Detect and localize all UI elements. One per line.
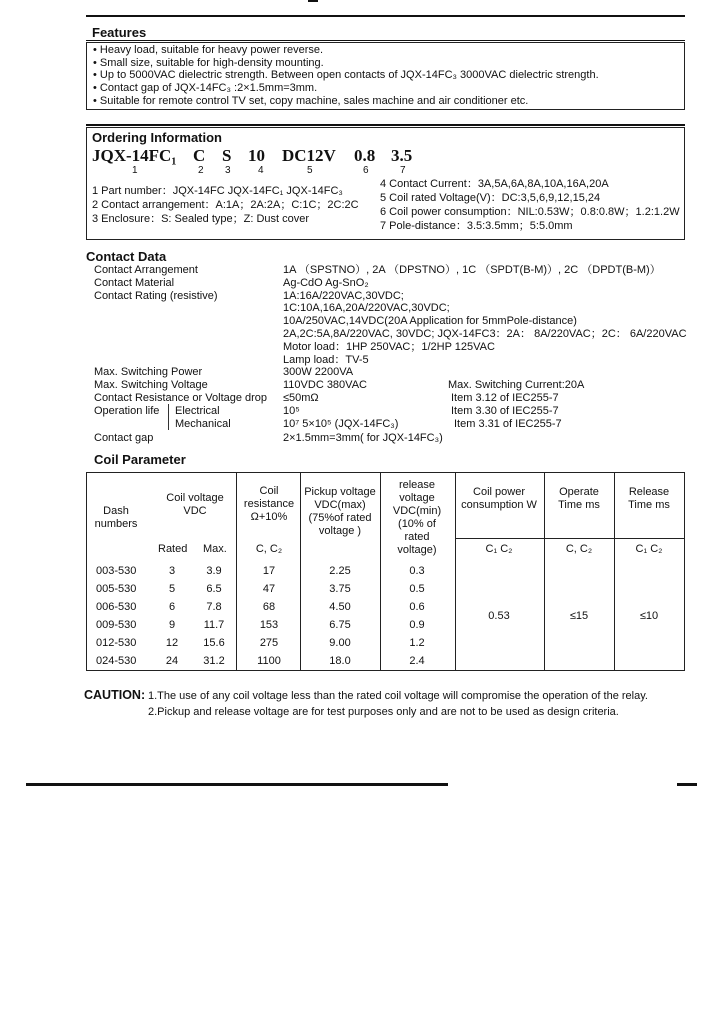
coil-header-operate-sub: C, C₂ <box>565 543 593 555</box>
ordering-right-4: 7 Pole-distance：3.5:3.5mm；5:5.0mm <box>380 220 573 232</box>
switching-power-label: Max. Switching Power <box>94 366 203 378</box>
features-rule <box>86 40 685 41</box>
table-row: 024-530 24 31.2 1100 18.0 2.4 <box>96 655 425 667</box>
coil-header-voltage: Coil voltage VDC <box>166 492 224 517</box>
feature-item: • Up to 5000VAC dielectric strength. Between open contacts of JQX-14FC₃ 3000VAC dielectric strength. <box>93 69 599 81</box>
coil-header-dash: Dash numbers <box>94 505 138 530</box>
ordering-left-1: 1 Part number：JQX-14FC JQX-14FC₁ JQX-14FC₃ <box>92 185 343 197</box>
switching-power-value: 300W 2200VA <box>283 366 354 378</box>
coil-header-release: release voltage VDC(min) (10% of rated voltage) <box>392 479 442 556</box>
ordering-right-3: 6 Coil power consumption：NIL:0.53W；0.8:0.8W；1.2:1.2W <box>380 206 680 218</box>
contact-resistance-label: Contact Resistance or Voltage drop <box>94 392 268 404</box>
coil-header-operate: Operate Time ms <box>558 486 600 511</box>
coil-header-release-time: Release Time ms <box>628 486 670 511</box>
coil-header-rated: Rated <box>158 543 188 555</box>
ordering-right-2: 5 Coil rated Voltage(V)：DC:3,5,6,9,12,15,24 <box>380 192 601 204</box>
bottom-mark <box>677 783 697 786</box>
table-row: 012-530 12 15.6 275 9.00 1.2 <box>96 637 425 649</box>
contact-rating-line: 2A,2C:5A,8A/220VAC, 30VDC; JQX-14FC3：2A： 8A/220VAC；2C： 6A/220VAC <box>283 328 687 340</box>
ordering-left-3: 3 Enclosure：S: Sealed type；Z: Dust cover <box>92 213 310 225</box>
switching-voltage-value: 110VDC 380VAC <box>283 379 367 391</box>
switching-current: Max. Switching Current:20A <box>448 379 585 391</box>
coil-header-release-time-sub: C₁ C₂ <box>635 543 663 555</box>
top-rule <box>86 15 685 17</box>
mechanical-label: Mechanical <box>175 418 231 430</box>
coil-header-max: Max. <box>203 543 227 555</box>
coil-header-power: Coil power consumption W <box>461 486 537 511</box>
features-title: Features <box>92 25 147 40</box>
contact-resistance-ref: Item 3.12 of IEC255-7 <box>451 392 559 404</box>
contact-gap-label: Contact gap <box>94 432 154 444</box>
code-part-3: S <box>222 146 232 165</box>
contact-arrangement-label: Contact Arrangement <box>94 264 198 276</box>
top-mark <box>308 0 318 2</box>
table-row: 009-530 9 11.7 153 6.75 0.9 <box>96 619 425 631</box>
operation-life-divider <box>168 404 169 430</box>
coil-power-value: 0.53 <box>488 610 510 622</box>
contact-rating-line: 1C:10A,16A,20A/220VAC,30VDC; <box>283 302 450 314</box>
bottom-rule <box>26 783 448 786</box>
contact-gap-value: 2×1.5mm=3mm( for JQX-14FC₃) <box>283 432 443 444</box>
coil-title: Coil Parameter <box>94 452 186 467</box>
contact-rating-line: Lamp load：TV-5 <box>283 354 369 366</box>
electrical-value: 10⁵ <box>283 405 300 417</box>
caution-line-2: 2.Pickup and release voltage are for test purposes only and are not to be used as design criteria. <box>148 706 619 718</box>
feature-item: • Heavy load, suitable for heavy power reverse. <box>93 44 324 56</box>
code-part-1: JQX-14FC₁ <box>92 146 177 165</box>
electrical-label: Electrical <box>175 405 220 417</box>
feature-item: • Suitable for remote control TV set, copy machine, sales machine and air conditioner etc. <box>93 95 529 107</box>
coil-table-divider <box>455 538 685 539</box>
code-part-5: DC12V <box>282 146 336 165</box>
feature-item: • Contact gap of JQX-14FC₃ :2×1.5mm=3mm. <box>93 82 318 94</box>
caution-label: CAUTION: <box>84 688 146 702</box>
table-row: 003-530 3 3.9 17 2.25 0.3 <box>96 565 425 577</box>
table-row: 006-530 6 7.8 68 4.50 0.6 <box>96 601 425 613</box>
contact-title: Contact Data <box>86 249 167 264</box>
contact-resistance-value: ≤50mΩ <box>283 392 319 404</box>
code-part-7: 3.5 <box>391 146 413 165</box>
coil-header-pickup: Pickup voltage VDC(max) (75%of rated voltage ) <box>304 486 376 537</box>
ordering-top-rule <box>86 124 685 126</box>
mechanical-value: 10⁷ 5×10⁵ (JQX-14FC₃) <box>283 418 399 430</box>
ordering-right-1: 4 Contact Current：3A,5A,6A,8A,10A,16A,20A <box>380 178 609 190</box>
coil-release-value: ≤10 <box>639 610 659 622</box>
electrical-ref: Item 3.30 of IEC255-7 <box>451 405 559 417</box>
coil-header-power-sub: C₁ C₂ <box>485 543 513 555</box>
contact-rating-line: Motor load：1HP 250VAC；1/2HP 125VAC <box>283 341 495 353</box>
feature-item: • Small size, suitable for high-density mounting. <box>93 57 324 69</box>
code-part-2: C <box>193 146 206 165</box>
contact-rating-label: Contact Rating (resistive) <box>94 290 218 302</box>
contact-material-label: Contact Material <box>94 277 175 289</box>
contact-rating-line: 10A/250VAC,14VDC(20A Application for 5mmPole-distance) <box>283 315 577 327</box>
contact-rating-line: 1A:16A/220VAC,30VDC; <box>283 290 404 302</box>
contact-material-value: Ag-CdO Ag-SnO₂ <box>283 277 369 289</box>
contact-arrangement-value: 1A （SPSTNO）, 2A （DPSTNO）, 1C （SPDT(B-M)）, 2C （DPDT(B-M)） <box>283 264 661 276</box>
coil-operate-value: ≤15 <box>569 610 589 622</box>
code-part-6: 0.8 <box>354 146 376 165</box>
switching-voltage-label: Max. Switching Voltage <box>94 379 208 391</box>
ordering-title: Ordering Information <box>92 130 222 145</box>
operation-life-label: Operation life <box>94 405 160 417</box>
coil-header-resistance: Coil resistance Ω+10% <box>243 485 295 523</box>
coil-header-resistance-sub: C, C₂ <box>255 543 283 555</box>
code-part-4: 10 <box>248 146 265 165</box>
mechanical-ref: Item 3.31 of IEC255-7 <box>454 418 562 430</box>
caution-line-1: 1.The use of any coil voltage less than the rated coil voltage will compromise the operation of the relay. <box>148 690 648 702</box>
ordering-left-2: 2 Contact arrangement：A:1A；2A:2A；C:1C；2C:2C <box>92 199 359 211</box>
table-row: 005-530 5 6.5 47 3.75 0.5 <box>96 583 425 595</box>
